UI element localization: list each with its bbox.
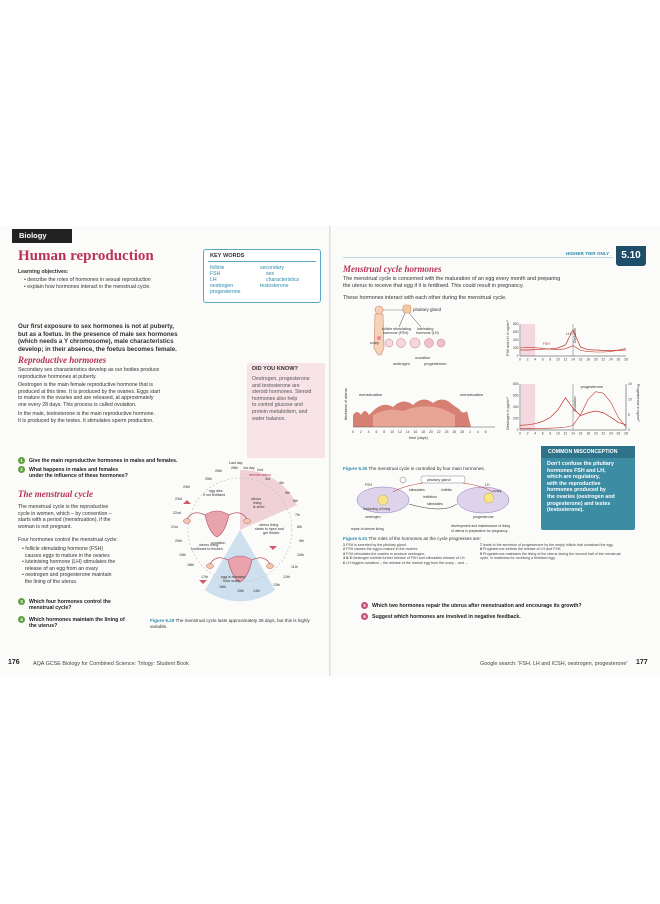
- y-tick-label: 0: [516, 428, 519, 433]
- x-tick-label: 20: [593, 357, 598, 362]
- thickness-axis-label: thickness of uterus: [344, 388, 348, 420]
- menstrual-cycle-clock-figure: [145, 460, 325, 620]
- clock-label: ovulation: [211, 541, 226, 545]
- time-tick: 2: [469, 430, 471, 434]
- series-label-fsh: FSH: [542, 342, 550, 347]
- clock-label: 15th: [237, 589, 244, 593]
- common-misconception-title: COMMON MISCONCEPTION: [541, 446, 635, 458]
- x-tick-label: 8: [549, 357, 552, 362]
- diagram-label: thickening of lining: [363, 507, 391, 511]
- y2-tick-label: 0: [628, 428, 630, 433]
- clock-label: egg is released: [221, 575, 246, 579]
- clock-label: egg dies: [209, 489, 223, 493]
- x-tick-label: 16: [578, 357, 583, 362]
- x-tick-label: 28: [624, 357, 628, 362]
- y-axis-label: Oestrogen in pg/cm³: [506, 397, 510, 430]
- diagram-label: progesterone: [473, 515, 494, 519]
- time-axis-label: time (days): [409, 436, 428, 440]
- footer-right: Google search: 'FSH, LH and ICSH, oestrogen, progesterone': [480, 661, 628, 667]
- did-you-know-box: [247, 363, 325, 458]
- x-tick-label: 26: [616, 431, 621, 436]
- question-number: 1: [18, 457, 25, 464]
- clock-label: get thicker: [263, 531, 280, 535]
- diagram-label: pituitary gland: [427, 478, 451, 482]
- x-tick-label: 4: [534, 431, 537, 436]
- fsh-label: follicle stimulating: [382, 327, 411, 331]
- oestrogen-label: oestrogen: [393, 362, 410, 366]
- x-tick-label: 18: [586, 357, 591, 362]
- x-tick-label: 10: [555, 357, 560, 362]
- clock-label: is shed: [253, 505, 265, 509]
- question-text: Which two hormones repair the uterus after menstruation and encourage its growth?: [372, 603, 582, 609]
- ovulation-annotation: Ovulation: [573, 328, 577, 344]
- clock-label: uterus: [251, 497, 261, 501]
- menstruation-label: menstruation: [359, 392, 383, 397]
- key-word: sex: [266, 271, 275, 277]
- x-tick-label: 6: [541, 431, 544, 436]
- clock-label: 18th: [187, 563, 194, 567]
- y2-tick-label: 5: [628, 412, 630, 417]
- clock-label: 11th: [291, 565, 298, 569]
- y-tick-label: 400: [512, 405, 519, 410]
- ovary-label: ovary: [370, 341, 380, 345]
- time-tick: 0: [352, 430, 354, 434]
- figure-caption: Figure 5.30 The menstrual cycle is controlled by four main hormones.: [343, 466, 485, 471]
- hormone-bullets: • follicle stimulating hormone (FSH) causes eggs to mature in the ovaries • luteinising hormone (LH) stimulates the release of an egg from an ovary • oestrogen and progesterone maintain the lining of the uterus.: [22, 546, 116, 585]
- hormone-pathway-diagram: [343, 303, 503, 463]
- x-tick-label: 24: [608, 357, 613, 362]
- clock-label: if not fertilised: [203, 493, 226, 497]
- lh-label: luteinising: [417, 327, 434, 331]
- ovulation-label: ovulation: [415, 356, 431, 360]
- time-tick: 4: [476, 430, 479, 434]
- time-tick: 28: [460, 430, 465, 434]
- clock-label: 23rd: [175, 497, 183, 501]
- question-text: Which four hormones control the menstrual cycle?: [29, 599, 111, 611]
- ovulation-annotation: Ovulation: [573, 396, 577, 412]
- diagram-label: repair of uterine lining: [351, 527, 384, 531]
- clock-label: uterus lining: [259, 523, 279, 527]
- y2-tick-label: 15: [628, 382, 632, 387]
- paragraph: In the male, testosterone is the main reproductive hormone. It is produced by the testes. It stimulates sperm production.: [18, 411, 155, 424]
- oestrogen-progesterone-chart: [506, 382, 640, 435]
- time-tick: 20: [429, 430, 433, 434]
- paragraph: The menstrual cycle is concerned with the maturation of an egg every month and preparing the uterus to receive that egg if it is fertilised. This could result in pregnancy.: [343, 276, 561, 289]
- series-label-lh: LH: [566, 332, 572, 337]
- clock-label: 14th: [253, 589, 260, 593]
- clock-label: 6th: [293, 499, 298, 503]
- time-tick: 6: [484, 430, 487, 434]
- clock-label: from ovary: [223, 579, 240, 583]
- hormone-steps-right: 7 leads to the secretion of progesterone by the empty follicle that contained the egg. 8 Progesterone inhibits the release of LH and FSH. 9 Progesterone maintains the lining of the uterus during the second half of the menstrual cycle, in readiness for receiving a fertilised egg.: [480, 543, 621, 561]
- common-misconception-text: Don't confuse the pituitary hormones FSH and LH, which are regulatory, with the reproductive hormones produced by the ovaries (oestrogen and progesterone) and testes (testosterone).: [547, 461, 615, 514]
- key-word: LH: [210, 277, 217, 283]
- x-tick-label: 10: [555, 431, 560, 436]
- clock-label: lining: [253, 501, 262, 505]
- diagram-label: LH: [485, 483, 490, 487]
- intro-text: Our first exposure to sex hormones is not at puberty, but as a foetus. In the presence of male sex hormones (which needs a Y chromosome), male characteristics develop; in their absence, the foetus becomes female.: [18, 323, 178, 353]
- key-word: testosterone: [260, 283, 289, 289]
- question-number: 6: [361, 613, 368, 620]
- clock-label: menstruation: [249, 473, 271, 477]
- time-tick: 4: [367, 430, 370, 434]
- question-number: 5: [361, 602, 368, 609]
- diagram-label: FSH: [365, 483, 372, 487]
- clock-label: 19th: [179, 553, 186, 557]
- time-tick: 12: [397, 430, 402, 434]
- x-tick-label: 8: [549, 431, 552, 436]
- hormone-steps-left: 1 FSH is secreted by the pituitary gland. 2 FSH causes the egg to mature in the ovaries. 3 FSH stimulates the ovaries to produce oestrogen. 4 & 5 Oestrogen inhibits further release of FSH and stimulates release of LH. 6 LH triggers ovulation – the release of the mature egg from the ovary – and ...: [343, 543, 468, 565]
- x-tick-label: 24: [608, 431, 613, 436]
- diagram-label: inhibition: [423, 495, 437, 499]
- time-tick: 2: [359, 430, 362, 434]
- clock-label: uterus lining: [199, 543, 219, 547]
- paragraph: Secondary sex characteristics develop as our bodies produce reproductive hormones at puberty.: [18, 367, 160, 380]
- x-tick-label: 0: [519, 431, 521, 436]
- did-you-know-text: Oestrogen, progesterone and testosterone are steroid hormones. Steroid hormones also help to control glucose and protein metabolism, and water balance.: [252, 376, 312, 422]
- key-word: secondary: [260, 265, 284, 271]
- x-tick-label: 0: [519, 357, 521, 362]
- objective-item: • explain how hormones interact in the menstrual cycle.: [24, 284, 151, 290]
- divider: [208, 261, 316, 262]
- menstruation-label: menstruation: [460, 392, 484, 397]
- subject-tab: Biology: [12, 229, 72, 243]
- clock-label: 5th: [285, 491, 290, 495]
- diagram-label: inhibits: [441, 488, 452, 492]
- y-tick-label: 800: [512, 382, 519, 387]
- clock-label: 7th: [295, 513, 300, 517]
- y-tick-label: 600: [512, 393, 519, 398]
- y-tick-label: 200: [512, 416, 519, 421]
- x-tick-label: 22: [601, 357, 606, 362]
- clock-label: 2nd: [257, 468, 263, 472]
- y2-tick-label: 10: [628, 397, 632, 402]
- page-title: Human reproduction: [18, 248, 154, 264]
- time-tick: 16: [413, 430, 418, 434]
- series-label-progesterone: progesterone: [580, 385, 603, 389]
- menstruation-band: [521, 324, 535, 356]
- time-axis-ticks: [352, 430, 487, 434]
- time-tick: 8: [383, 430, 386, 434]
- clock-label: 28th: [231, 466, 238, 470]
- key-word: characteristics: [266, 277, 300, 283]
- common-misconception-box: [541, 446, 635, 530]
- page-title-right: Menstrual cycle hormones: [343, 264, 442, 274]
- time-tick: 18: [421, 430, 426, 434]
- paragraph: These hormones interact with each other during the menstrual cycle.: [343, 295, 507, 301]
- clock-label: 10th: [297, 553, 304, 557]
- x-tick-label: 26: [616, 357, 621, 362]
- question-number: 3: [18, 598, 25, 605]
- did-you-know-title: DID YOU KNOW?: [252, 366, 298, 372]
- x-tick-label: 22: [601, 431, 606, 436]
- fsh-lh-chart: [506, 320, 628, 362]
- clock-label: 20th: [175, 539, 182, 543]
- y2-axis-label: Progesterone in ng/cm³: [636, 384, 640, 422]
- time-tick: 22: [436, 430, 441, 434]
- clock-label: 3rd: [265, 477, 271, 481]
- progesterone-label: progesterone: [424, 362, 447, 366]
- time-tick: 14: [405, 430, 410, 434]
- hormone-feedback-diagram: [343, 474, 543, 536]
- x-tick-label: 14: [571, 431, 575, 436]
- y-tick-label: 200: [512, 346, 519, 351]
- question-number: 4: [18, 616, 25, 623]
- header-rule: [343, 257, 613, 258]
- time-tick: 26: [452, 430, 457, 434]
- section-heading-menstrual-cycle: The menstrual cycle: [18, 489, 93, 499]
- question-text: Give the main reproductive hormones in males and females.: [29, 458, 178, 464]
- x-tick-label: 14: [571, 357, 575, 362]
- pituitary-label: pituitary gland: [413, 307, 442, 312]
- x-tick-label: 4: [534, 357, 537, 362]
- clock-label: 26th: [215, 469, 222, 473]
- time-tick: 10: [390, 430, 394, 434]
- y-tick-label: 600: [512, 330, 519, 335]
- objectives-title: Learning objectives:: [18, 269, 69, 275]
- clock-label: 1st day: [243, 466, 255, 470]
- x-tick-label: 18: [586, 431, 591, 436]
- key-word: progesterone: [210, 289, 241, 295]
- x-tick-label: 2: [526, 357, 529, 362]
- x-tick-label: 6: [541, 357, 544, 362]
- objective-item: • describe the roles of hormones in sexual reproduction: [24, 277, 151, 283]
- section-heading-reproductive-hormones: Reproductive hormones: [18, 355, 107, 365]
- follicle-stages: [385, 338, 445, 348]
- clock-label: 21st: [171, 525, 178, 529]
- paragraph: Four hormones control the menstrual cycle:: [18, 537, 118, 543]
- question-text: Which hormones maintain the lining of the uterus?: [29, 617, 125, 629]
- clock-label: 4th: [279, 481, 284, 485]
- paragraph: Oestrogen is the main female reproductive hormone that is produced at this time. It is produced by the ovaries. Eggs start to mature in the ovaries and are released, at approximately one every 28 days. This process is called ovulation.: [18, 382, 161, 408]
- page-number-right: 177: [636, 659, 648, 666]
- clock-label: continues to thicken: [191, 547, 223, 551]
- x-tick-label: 12: [563, 431, 568, 436]
- diagram-label: of uterus in preparation for pregnancy: [451, 529, 508, 533]
- paragraph: The menstrual cycle is the reproductive cycle in women, which – by convention – starts with a period (menstruation), if the woman is not pregnant.: [18, 504, 112, 530]
- question-number: 2: [18, 466, 25, 473]
- diagram-label: development and maintenance of lining: [451, 524, 511, 528]
- clock-label: 17th: [201, 575, 208, 579]
- x-tick-label: 12: [563, 357, 568, 362]
- diagram-label: oestrogen: [365, 515, 381, 519]
- clock-label: 8th: [297, 525, 302, 529]
- clock-label: 25th: [205, 477, 212, 481]
- clock-label: starts to ripen and: [255, 527, 284, 531]
- clock-label: Last day: [229, 461, 243, 465]
- x-tick-label: 20: [593, 431, 598, 436]
- clock-label: 9th: [299, 539, 304, 543]
- uterus-lining-graphic: [353, 399, 495, 427]
- fsh-label: hormone (FSH): [383, 331, 409, 335]
- higher-tier-label: HIGHER TIER ONLY: [566, 251, 610, 256]
- question-text: What happens in males and females under the influence of these hormones?: [29, 467, 128, 479]
- x-tick-label: 2: [526, 431, 529, 436]
- section-badge: 5.10: [616, 246, 646, 266]
- clock-label: 13th: [273, 583, 280, 587]
- footer-left: AQA GCSE Biology for Combined Science: Trilogy: Student Book: [33, 661, 189, 667]
- y-axis-label: FSH and LH in ng/cm³: [506, 320, 510, 356]
- book-gutter: [329, 226, 331, 676]
- menstruation-band: [521, 384, 535, 430]
- figure-caption: Figure 5.29 The menstrual cycle lasts approximately 28 days, but this is highly variable.: [150, 618, 310, 629]
- x-tick-label: 28: [624, 431, 628, 436]
- clock-label: 12th: [283, 575, 290, 579]
- diagram-label: stimulates: [409, 488, 425, 492]
- question-text: Suggest which hormones are involved in negative feedback.: [372, 614, 521, 620]
- key-word: follicle: [210, 265, 225, 271]
- x-tick-label: 16: [578, 431, 583, 436]
- clock-label: 24th: [183, 485, 190, 489]
- key-word: oestrogen: [210, 283, 234, 289]
- y-tick-label: 800: [512, 322, 519, 327]
- lh-label: hormone (LH): [416, 331, 439, 335]
- clock-label: 16th: [219, 585, 226, 589]
- key-words-box: [203, 249, 321, 303]
- diagram-label: stimulates: [427, 502, 443, 506]
- key-words-title: KEY WORDS: [210, 253, 245, 259]
- time-tick: 6: [375, 430, 378, 434]
- time-tick: 24: [444, 430, 449, 434]
- y-tick-label: 400: [512, 338, 519, 343]
- pituitary-gland-shape: [403, 305, 411, 313]
- clock-label: 22nd: [173, 511, 181, 515]
- figure-caption: Figure 5.31 The roles of the hormones as the cycle progresses are:: [343, 536, 481, 541]
- diagram-label: ovary: [493, 489, 502, 493]
- page-number-left: 176: [8, 659, 20, 666]
- hormone-charts: [502, 320, 642, 460]
- key-word: FSH: [210, 271, 221, 277]
- y-tick-label: 0: [516, 354, 519, 359]
